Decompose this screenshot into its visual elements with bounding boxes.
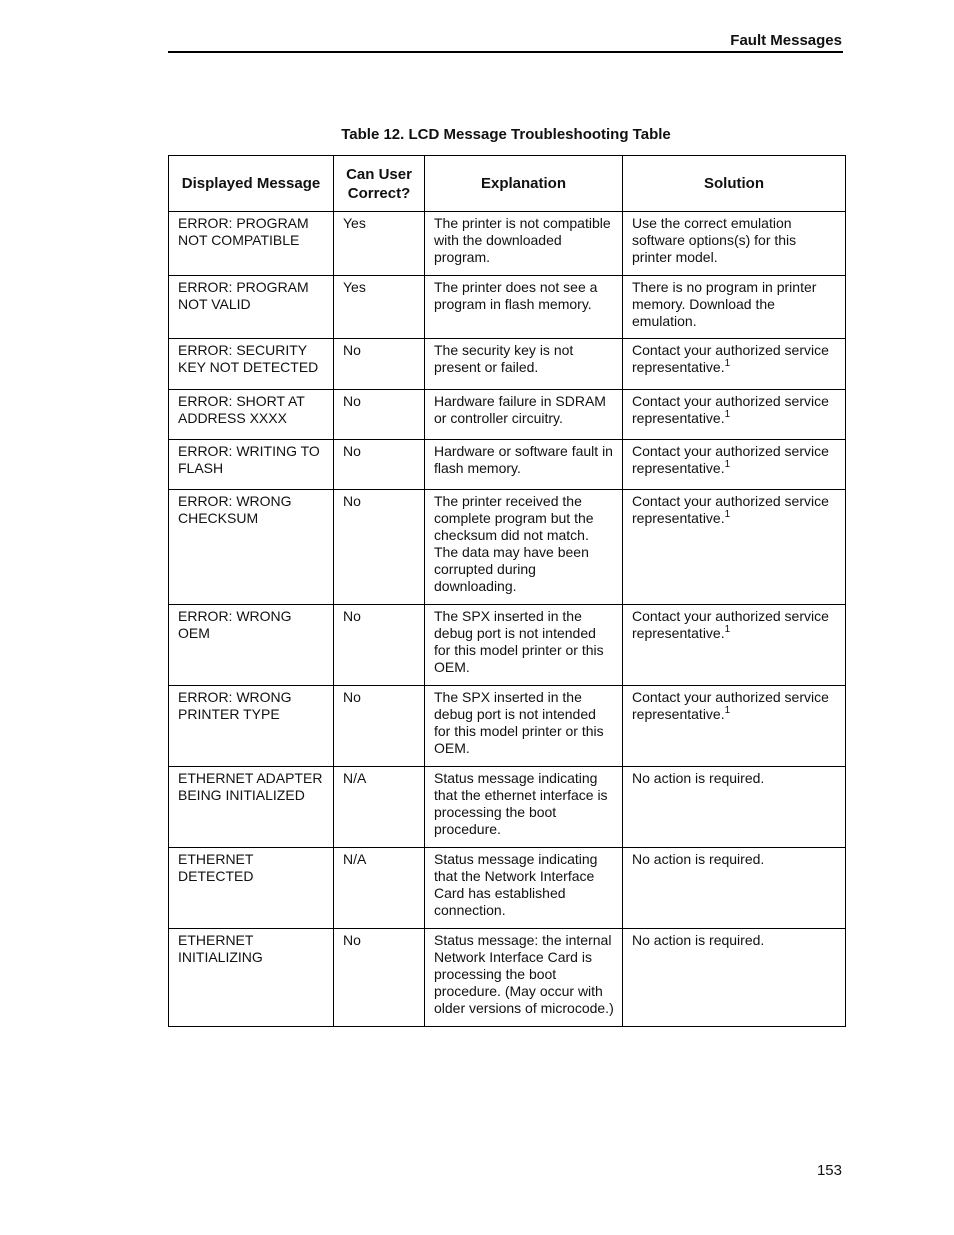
cell-displayed-message-text: ERROR: SECURITY KEY NOT DETECTED bbox=[178, 342, 319, 375]
cell-can-user-correct-text: No bbox=[343, 608, 361, 624]
cell-solution bbox=[623, 390, 846, 440]
cell-solution-text: Contact your authorized service representative. bbox=[632, 342, 829, 375]
cell-solution-text: Use the correct emulation software options(s) for this printer model. bbox=[632, 215, 797, 265]
cell-explanation bbox=[425, 686, 623, 767]
cell-solution bbox=[623, 848, 846, 929]
cell-solution-text: Contact your authorized service representative. bbox=[632, 393, 829, 426]
cell-solution bbox=[623, 605, 846, 686]
cell-solution bbox=[623, 490, 846, 605]
table-row bbox=[169, 686, 846, 767]
cell-explanation bbox=[425, 929, 623, 1027]
cell-displayed-message bbox=[169, 440, 334, 490]
cell-can-user-correct bbox=[334, 605, 425, 686]
footnote-marker: 1 bbox=[724, 409, 731, 420]
cell-solution-text: Contact your authorized service representative. bbox=[632, 443, 829, 476]
table-row bbox=[169, 339, 846, 390]
table-row bbox=[169, 848, 846, 929]
cell-solution bbox=[623, 440, 846, 490]
cell-can-user-correct bbox=[334, 390, 425, 440]
cell-can-user-correct-text: No bbox=[343, 393, 361, 409]
cell-explanation-text: The printer is not compatible with the downloaded program. bbox=[434, 215, 611, 265]
cell-displayed-message bbox=[169, 212, 334, 276]
cell-can-user-correct bbox=[334, 929, 425, 1027]
table-row bbox=[169, 276, 846, 339]
cell-can-user-correct bbox=[334, 440, 425, 490]
footnote-marker: 1 bbox=[724, 705, 731, 716]
cell-explanation bbox=[425, 276, 623, 339]
cell-displayed-message-text: ERROR: WRITING TO FLASH bbox=[178, 443, 320, 476]
table-caption: Table 12. LCD Message Troubleshooting Table bbox=[341, 126, 671, 143]
cell-can-user-correct-text: Yes bbox=[343, 279, 366, 295]
cell-explanation bbox=[425, 490, 623, 605]
cell-displayed-message bbox=[169, 390, 334, 440]
cell-explanation-text: Hardware or software fault in flash memory. bbox=[434, 443, 613, 476]
cell-displayed-message-text: ERROR: WRONG PRINTER TYPE bbox=[178, 689, 292, 722]
cell-can-user-correct-text: No bbox=[343, 493, 361, 509]
cell-solution-text: Contact your authorized service representative. bbox=[632, 493, 829, 526]
cell-explanation-text: Status message: the internal Network Interface Card is processing the boot procedure. (May occur with older versions of microcode.) bbox=[434, 932, 614, 1016]
cell-can-user-correct-text: Yes bbox=[343, 215, 366, 231]
cell-solution-text: Contact your authorized service representative. bbox=[632, 608, 829, 641]
cell-explanation-text: Status message indicating that the Network Interface Card has established connection. bbox=[434, 851, 598, 918]
cell-displayed-message-text: ETHERNET INITIALIZING bbox=[178, 932, 263, 965]
table-row bbox=[169, 767, 846, 848]
cell-can-user-correct bbox=[334, 212, 425, 276]
cell-displayed-message bbox=[169, 605, 334, 686]
cell-explanation bbox=[425, 212, 623, 276]
cell-solution-text: No action is required. bbox=[632, 851, 765, 867]
footnote-marker: 1 bbox=[724, 358, 731, 369]
cell-displayed-message-text: ERROR: PROGRAM NOT VALID bbox=[178, 279, 309, 312]
column-header-displayed-message: Displayed Message bbox=[169, 156, 334, 212]
table-row bbox=[169, 212, 846, 276]
footnote-marker: 1 bbox=[724, 459, 731, 470]
cell-explanation bbox=[425, 605, 623, 686]
cell-displayed-message bbox=[169, 490, 334, 605]
table-body bbox=[169, 212, 846, 1027]
cell-can-user-correct-text: No bbox=[343, 342, 361, 358]
column-header-can-user-correct: Can User Correct? bbox=[334, 156, 425, 212]
cell-solution bbox=[623, 929, 846, 1027]
table-header-row bbox=[169, 156, 846, 212]
table-row bbox=[169, 490, 846, 605]
cell-explanation bbox=[425, 440, 623, 490]
cell-displayed-message-text: ERROR: PROGRAM NOT COMPATIBLE bbox=[178, 215, 309, 248]
cell-displayed-message bbox=[169, 686, 334, 767]
cell-solution bbox=[623, 339, 846, 390]
cell-explanation-text: The security key is not present or failed. bbox=[434, 342, 574, 375]
cell-can-user-correct bbox=[334, 767, 425, 848]
cell-solution bbox=[623, 686, 846, 767]
column-header-solution: Solution bbox=[623, 156, 846, 212]
cell-solution-text: No action is required. bbox=[632, 770, 765, 786]
cell-can-user-correct-text: N/A bbox=[343, 770, 367, 786]
cell-explanation bbox=[425, 339, 623, 390]
cell-explanation bbox=[425, 390, 623, 440]
cell-displayed-message bbox=[169, 848, 334, 929]
cell-displayed-message-text: ERROR: WRONG CHECKSUM bbox=[178, 493, 292, 526]
cell-can-user-correct bbox=[334, 339, 425, 390]
column-header-explanation: Explanation bbox=[425, 156, 623, 212]
table-row bbox=[169, 929, 846, 1027]
cell-solution-text: No action is required. bbox=[632, 932, 765, 948]
table-row bbox=[169, 440, 846, 490]
cell-displayed-message-text: ETHERNET ADAPTER BEING INITIALIZED bbox=[178, 770, 323, 803]
cell-can-user-correct bbox=[334, 686, 425, 767]
page-number: 153 bbox=[816, 1162, 842, 1179]
cell-explanation-text: The printer does not see a program in flash memory. bbox=[434, 279, 598, 312]
cell-displayed-message bbox=[169, 767, 334, 848]
cell-explanation-text: The SPX inserted in the debug port is not intended for this model printer or this OEM. bbox=[434, 608, 604, 675]
cell-explanation-text: Status message indicating that the ethernet interface is processing the boot procedure. bbox=[434, 770, 608, 837]
cell-solution bbox=[623, 276, 846, 339]
header-rule bbox=[168, 51, 843, 53]
footnote-marker: 1 bbox=[724, 509, 731, 520]
cell-can-user-correct bbox=[334, 490, 425, 605]
cell-explanation bbox=[425, 767, 623, 848]
troubleshooting-table bbox=[168, 155, 846, 1027]
cell-can-user-correct bbox=[334, 848, 425, 929]
cell-solution-text: There is no program in printer memory. Download the emulation. bbox=[632, 279, 817, 329]
cell-displayed-message-text: ERROR: SHORT AT ADDRESS XXXX bbox=[178, 393, 305, 426]
cell-explanation bbox=[425, 848, 623, 929]
cell-solution-text: Contact your authorized service representative. bbox=[632, 689, 829, 722]
cell-displayed-message-text: ERROR: WRONG OEM bbox=[178, 608, 292, 641]
cell-explanation-text: The SPX inserted in the debug port is not intended for this model printer or this OEM. bbox=[434, 689, 604, 756]
cell-displayed-message bbox=[169, 339, 334, 390]
cell-displayed-message bbox=[169, 929, 334, 1027]
table-row bbox=[169, 605, 846, 686]
cell-explanation-text: The printer received the complete program but the checksum did not match. The data may have been corrupted during downloading. bbox=[434, 493, 594, 594]
cell-can-user-correct-text: No bbox=[343, 932, 361, 948]
cell-can-user-correct-text: No bbox=[343, 443, 361, 459]
cell-solution bbox=[623, 767, 846, 848]
footnote-marker: 1 bbox=[724, 624, 731, 635]
cell-explanation-text: Hardware failure in SDRAM or controller circuitry. bbox=[434, 393, 606, 426]
cell-can-user-correct bbox=[334, 276, 425, 339]
cell-can-user-correct-text: No bbox=[343, 689, 361, 705]
cell-displayed-message bbox=[169, 276, 334, 339]
running-header: Fault Messages bbox=[730, 32, 842, 49]
cell-can-user-correct-text: N/A bbox=[343, 851, 367, 867]
cell-displayed-message-text: ETHERNET DETECTED bbox=[178, 851, 254, 884]
table-row bbox=[169, 390, 846, 440]
cell-solution bbox=[623, 212, 846, 276]
